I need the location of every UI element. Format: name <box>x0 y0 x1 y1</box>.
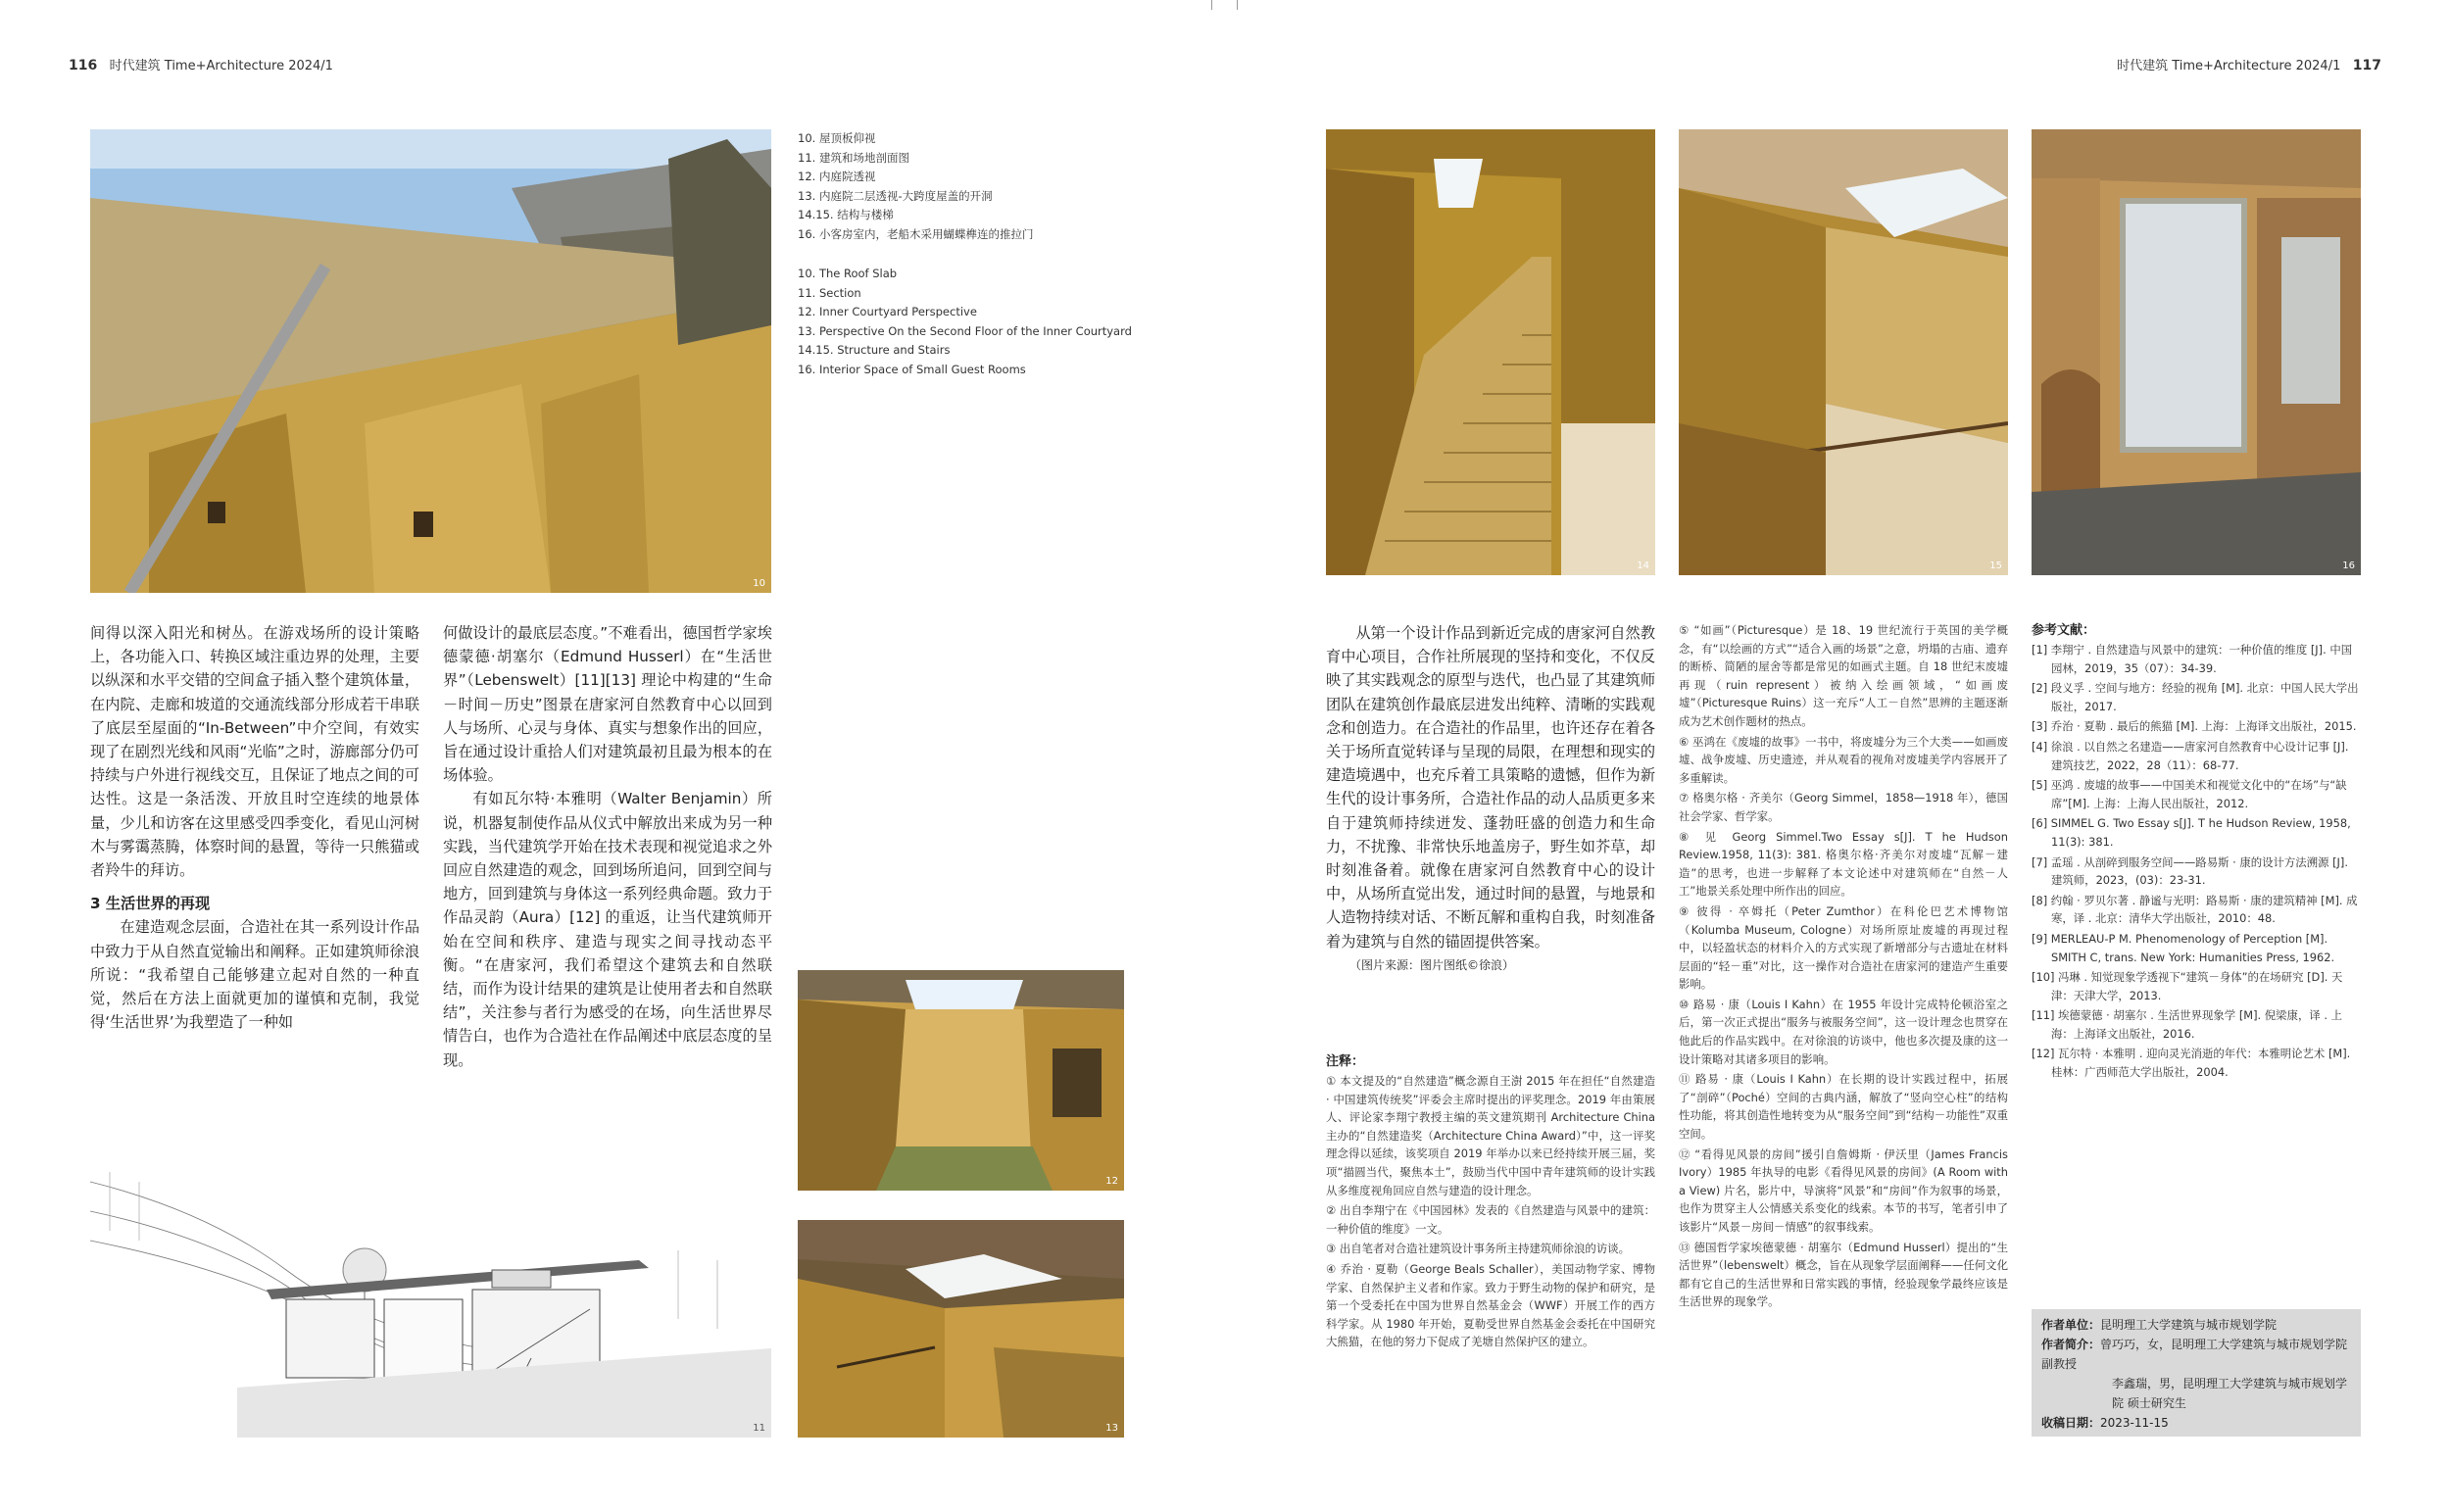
reference-item: [7] 孟瑶 . 从剖碎到服务空间——路易斯 · 康的设计方法溯源 [J]. 建筑师，2023，(03)：23-31. <box>2032 854 2348 888</box>
notes-continued <box>1679 621 2008 1313</box>
figure-10-roof-slab-photo <box>90 129 771 593</box>
crop-mark <box>1211 0 1212 10</box>
right-page-header <box>2117 55 2381 73</box>
notes-section <box>1326 1052 1655 1353</box>
author-info-box <box>2032 1309 2361 1437</box>
paragraph: 间得以深入阳光和树丛。在游戏场所的设计策略上，各功能入口、转换区域注重边界的处理，主要以纵深和水平交错的空间盒子插入整个建筑体量，在内院、走廊和坡道的交通流线部分形成若干串联了底层至屋面的“In-Between”中介空间，有效实现了在剧烈光线和风雨“光临”之时，游廊部分仍可持续与户外进行视线交互，且保证了地点之间的可达性。这是一条活泼、开放且时空连续的地景体量，少儿和访客在这里感受四季变化，看见山河树木与雾霭蒸腾，体察时间的悬置，等待一只熊猫或者羚牛的拜访。 <box>90 624 419 880</box>
caption-item: 11. 建筑和场地剖面图 <box>798 150 909 165</box>
received-date-label: 收稿日期： <box>2041 1416 2101 1430</box>
note-item: ⑤ “如画”（Picturesque）是 18、19 世纪流行于英国的美学概念，有“以绘画的方式”“适合入画的场景”之意，坍塌的古庙、遗弃的断桥、简陋的屋舍等都是常见的如画式主题。自 18 世纪末废墟再现（ruin represent）被纳入绘画领域，“如画废墟”（Picturesque Ruins）这一充斥“人工－自然”思辨的主题逐渐成为艺术创作题材的热点。 <box>1679 623 2008 728</box>
paragraph: 从第一个设计作品到新近完成的唐家河自然教育中心项目，合作社所展现的坚持和变化，不仅反映了其实践观念的原型与迭代，也凸显了其建筑师团队在建筑创作最底层进发出纯粹、清晰的实践观念和创造力。在合造社的作品里，也许还存在着各关于场所直觉转译与呈现的局限，在理想和现实的建造境遇中，也充斥着工具策略的遗憾，但作为新生代的设计事务所，合造社作品的动人品质更多来自于建筑师持续迸发、蓬勃旺盛的创造力和生命力，不扰豫、非常快乐地盖房子，野生如芥草，却时刻准备着。就像在唐家河自然教育中心的设计中，从场所直觉出发，通过时间的悬置，与地景和人造物持续对话、不断瓦解和重构自我，时刻准备着为建筑与自然的锚固提供答案。 <box>1326 624 1655 951</box>
figure-12-inner-courtyard-photo <box>798 970 1124 1191</box>
author-bio-label: 作者简介： <box>2041 1338 2101 1351</box>
references-title: 参考文献： <box>2032 623 2096 638</box>
note-item: ⑬ 德国哲学家埃德蒙德 · 胡塞尔（Edmund Husserl）提出的“生活世界”（lebenswelt）概念，旨在从现象学层面阐释——任何文化都有它自己的生活世界和日常实践的事情，经验现象学最终应该是生活世界的现象学。 <box>1679 1240 2008 1309</box>
author-unit-label: 作者单位： <box>2041 1318 2101 1332</box>
caption-item: 14.15. Structure and Stairs <box>798 343 951 357</box>
caption-item: 16. 小客房室内，老船木采用蝴蝶榫连的推拉门 <box>798 226 1034 241</box>
reference-item: [4] 徐浪 . 以自然之名建造——唐家河自然教育中心设计记事 [J]. 建筑技艺，2022，28（11）：68-77. <box>2032 739 2349 772</box>
notes-list <box>1326 1072 1655 1351</box>
reference-item: [9] MERLEAU-P M. Phenomenology of Perception [M]. SMITH C, trans. New York: Humanities Press, 1962. <box>2032 931 2335 964</box>
figure-13-courtyard-second-floor-photo <box>798 1220 1124 1438</box>
note-item: ⑧ 见 Georg Simmel.Two Essay s[J]. T he Hudson Review.1958, 11(3): 381. 格奥尔格·齐美尔对废墟“瓦解－建造”的思考，也进一步解释了本文论述中对建筑师在“自然－人工”地景关系处理中所作出的回应。 <box>1679 829 2008 899</box>
figure-11-section-drawing <box>90 1152 771 1438</box>
note-item: ⑫ “看得见风景的房间”援引自詹姆斯 · 伊沃里（James Francis Ivory）1985 年执导的电影《看得见风景的房间》(A Room with a View) 片名，影片中，导演将“风景”和“房间”作为叙事的场景，也作为贯穿主人公情感关系变化的线索。本节的书写，笔者引申了该影片“风景－房间－情感”的叙事线索。 <box>1679 1146 2008 1234</box>
body-column-1 <box>90 621 419 1034</box>
left-page-number: 116 <box>69 58 98 73</box>
note-item: ⑦ 格奥尔格 · 齐美尔（Georg Simmel，1858—1918 年），德国社会学家、哲学家。 <box>1679 791 2008 823</box>
figure-number: 13 <box>1105 1423 1118 1434</box>
paragraph: 何做设计的最底层态度。”不难看出，德国哲学家埃德蒙德·胡塞尔（Edmund Husserl）在“生活世界”（Lebenswelt）[11][13] 理论中构建的“生命－时间－历史”图景在唐家河自然教育中心以回到人与场所、心灵与身体、真实与想象作出的回应，旨在通过设计重拾人们对建筑最初且最为根本的在场体验。 <box>443 624 772 785</box>
paragraph: 有如瓦尔特·本雅明（Walter Benjamin）所说，机器复制使作品从仪式中解放出来成为另一种实践，当代建筑学开始在技术表现和视觉追求之外回应自然建造的观念，回到场所追问，回到空间与地方，回到建筑与身体这一系列经典命题。致力于作品灵韵（Aura）[12] 的重返，让当代建筑师开始在空间和秩序、建造与现实之间寻找动态平衡。“在唐家河，我们希望这个建筑去和自然联结，而作为设计结果的建筑是让使用者去和自然联结”，关注参与者行为感受的在场，向生活世界尽情告白，也作为合造社在作品阐述中底层态度的呈现。 <box>443 790 772 1069</box>
figure-number: 10 <box>753 578 765 589</box>
caption-item: 11. Section <box>798 285 861 300</box>
caption-item: 10. 屋顶板仰视 <box>798 131 876 145</box>
body-column-2 <box>443 621 772 1072</box>
reference-item: [3] 乔治 · 夏勒 . 最后的熊猫 [M]. 上海：上海译文出版社，2015. <box>2032 719 2357 734</box>
note-item: ① 本文提及的“自然建造”概念源自王澍 2015 年在担任“自然建造 · 中国建筑传统奖”评委会主席时提出的评奖理念。2019 年由策展人、评论家李翔宁教授主编的英文建筑期刊 Architecture China 主办的“自然建造奖（Architecture China Award）”中，这一评奖理念得以延续，该奖项自 2019 年举办以来已经持续开展三届，奖项“描圆当代，聚焦本土”，鼓励当代中国中青年建筑师的设计实践从多维度视角回应自然与建造的设计理念。 <box>1326 1074 1655 1197</box>
left-journal-title: 时代建筑 Time+Architecture 2024/1 <box>109 59 333 73</box>
figure-14-structure-stairs-photo <box>1326 129 1655 575</box>
note-item: ⑨ 彼得 · 卒姆托（Peter Zumthor）在科伦巴艺术博物馆（Kolumba Museum, Cologne）对场所原址废墟的再现过程中，以轻盈状态的材料介入的方式实现了新增部分与古遗址在材料层面的“轻－重”对比，这一操作对合造社在唐家河的建造产生重要影响。 <box>1679 903 2008 992</box>
author-unit: 昆明理工大学建筑与城市规划学院 <box>2100 1318 2278 1332</box>
note-item: ⑥ 巫鸿在《废墟的故事》一书中，将废墟分为三个大类——如画废墟、战争废墟、历史遗迹，并从观看的视角对废墟美学内容展开了多重解读。 <box>1679 734 2008 785</box>
captions-chinese <box>798 129 1033 244</box>
captions-english <box>798 265 1132 379</box>
caption-item: 14.15. 结构与楼梯 <box>798 208 894 221</box>
references-section <box>2032 621 2361 1084</box>
received-date: 2023-11-15 <box>2100 1416 2169 1430</box>
figure-number: 15 <box>1989 561 2002 571</box>
note-item: ② 出自李翔宁在《中国园林》发表的《自然建造与风景中的建筑：一种价值的维度》一文。 <box>1326 1203 1655 1236</box>
reference-item: [6] SIMMEL G. Two Essay s[J]. T he Hudson Review, 1958, 11(3): 381. <box>2032 816 2351 849</box>
paragraph: 在建造观念层面，合造社在其一系列设计作品中致力于从自然直觉输出和阐释。正如建筑师徐浪所说：“我希望自己能够建立起对自然的一种直觉，然后在方法上面就更加的谨慎和克制，我觉得‘生活世界’为我塑造了一种如 <box>90 918 419 1032</box>
figure-16-guest-room-interior-photo <box>2032 129 2361 575</box>
section-heading: 3 生活世界的再现 <box>90 895 211 913</box>
note-item: ⑪ 路易 · 康（Louis I Kahn）在长期的设计实践过程中，拓展了“剖碎”（Poché）空间的古典内涵，解放了“竖向空心柱”的结构性功能，将其创造性地转变为从“服务空间”到“结构－功能性”双重空间。 <box>1679 1072 2008 1142</box>
notes-title: 注释： <box>1326 1054 1365 1069</box>
right-page-number: 117 <box>2352 58 2381 73</box>
reference-item: [8] 约翰 · 罗贝尔著 . 静谧与光明：路易斯 · 康的建筑精神 [M]. 成寒，译 . 北京：清华大学出版社，2010：48. <box>2032 893 2358 926</box>
figure-15-structure-stairs-photo <box>1679 129 2008 575</box>
reference-item: [11] 埃德蒙德 · 胡塞尔 . 生活世界现象学 [M]. 倪梁康，译 . 上海：上海译文出版社，2016. <box>2032 1008 2342 1041</box>
image-source-note: （图片来源：图片图纸©徐浪） <box>1349 957 1515 972</box>
caption-item: 13. Perspective On the Second Floor of the Inner Courtyard <box>798 323 1132 338</box>
author-bio-2: 李鑫瑞，男，昆明理工大学建筑与城市规划学院 硕士研究生 <box>2112 1377 2348 1410</box>
caption-item: 12. 内庭院透视 <box>798 170 876 183</box>
author-bio-1: 曾巧巧，女，昆明理工大学建筑与城市规划学院 副教授 <box>2041 1338 2348 1371</box>
figure-number: 11 <box>753 1423 765 1434</box>
body-column-3 <box>1326 621 1655 977</box>
reference-item: [10] 冯琳 . 知觉现象学透视下“建筑－身体”的在场研究 [D]. 天津：天津大学，2013. <box>2032 970 2343 1002</box>
note-item: ④ 乔治 · 夏勒（George Beals Schaller），美国动物学家、博物学家、自然保护主义者和作家。致力于野生动物的保护和研究，是第一个受委托在中国为世界自然基金会（WWF）开展工作的西方科学家。从 1980 年开始，夏勒受世界自然基金会委托在中国研究大熊猫，在他的努力下促成了羌塘自然保护区的建立。 <box>1326 1261 1655 1349</box>
figure-number: 12 <box>1105 1176 1118 1187</box>
right-journal-title: 时代建筑 Time+Architecture 2024/1 <box>2117 59 2341 73</box>
crop-mark <box>1237 0 1238 10</box>
reference-item: [12] 瓦尔特 · 本雅明 . 迎向灵光消逝的年代：本雅明论艺术 [M]. 桂林：广西师范大学出版社，2004. <box>2032 1047 2351 1080</box>
caption-item: 10. The Roof Slab <box>798 267 898 280</box>
caption-item: 12. Inner Courtyard Perspective <box>798 305 977 318</box>
references-list <box>2032 641 2361 1082</box>
reference-item: [5] 巫鸿 . 废墟的故事——中国美术和视觉文化中的“在场”与“缺席”[M]. 上海：上海人民出版社，2012. <box>2032 778 2347 810</box>
left-page-header <box>69 55 333 73</box>
figure-number: 14 <box>1637 561 1649 571</box>
figure-number: 16 <box>2342 561 2355 571</box>
caption-item: 16. Interior Space of Small Guest Rooms <box>798 362 1026 376</box>
note-item: ③ 出自笔者对合造社建筑设计事务所主持建筑师徐浪的访谈。 <box>1326 1242 1630 1256</box>
reference-item: [1] 李翔宁 . 自然建造与风景中的建筑：一种价值的维度 [J]. 中国园林，2019，35（07）：34-39. <box>2032 643 2353 675</box>
note-item: ⑩ 路易 · 康（Louis I Kahn）在 1955 年设计完成特伦顿浴室之后，第一次正式提出“服务与被服务空间”，这一设计理念也贯穿在他此后的作品实践中。在对徐浪的访谈中，他也多次提及康的这一设计策略对其诸多项目的影响。 <box>1679 997 2008 1066</box>
reference-item: [2] 段义孚 . 空间与地方：经验的视角 [M]. 北京：中国人民大学出版社，2017. <box>2032 681 2359 713</box>
caption-item: 13. 内庭院二层透视-大跨度屋盖的开洞 <box>798 188 993 203</box>
